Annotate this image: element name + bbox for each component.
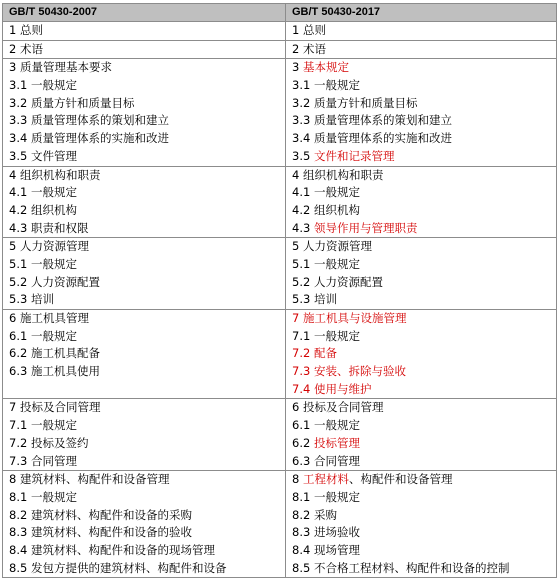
clause-text: 6 投标及合同管理 (292, 400, 384, 415)
changed-clause-text: 投标管理 (313, 435, 360, 450)
clause-text: 8 (292, 472, 303, 487)
clause-text: 8.5 不合格工程材料、构配件和设备的控制 (292, 560, 510, 575)
clause-line (292, 167, 556, 185)
clause-line (292, 22, 556, 40)
clause-text: 6.2 (292, 435, 314, 450)
clause-text: 3.3 质量管理体系的策划和建立 (9, 113, 169, 128)
clause-line (9, 328, 285, 346)
clause-line (292, 328, 556, 346)
clause-line (9, 524, 285, 542)
table-row (3, 399, 557, 471)
clause-text: 5.1 一般规定 (9, 256, 77, 271)
clause-text: 7.1 一般规定 (9, 418, 77, 433)
clause-text: 8 建筑材料、构配件和设备管理 (9, 472, 170, 487)
clause-line (9, 77, 285, 95)
clause-line (292, 202, 556, 220)
clause-line (9, 453, 285, 471)
clause-line (9, 345, 285, 363)
clause-line (9, 22, 285, 40)
cell-2007 (3, 59, 286, 166)
clause-text: 4.2 组织机构 (9, 202, 77, 217)
cell-2007 (3, 22, 286, 41)
clause-line (9, 291, 285, 309)
clause-line (292, 381, 556, 399)
clause-line (292, 112, 556, 130)
cell-2017 (286, 471, 557, 578)
clause-text: 8.1 一般规定 (9, 489, 77, 504)
clause-line (292, 399, 556, 417)
clause-line (292, 524, 556, 542)
clause-text: 5.2 人力资源配置 (9, 274, 100, 289)
table-row (3, 471, 557, 578)
clause-line (292, 95, 556, 113)
cell-2017 (286, 238, 557, 310)
cell-2007 (3, 471, 286, 578)
clause-text: 7.3 合同管理 (9, 453, 77, 468)
clause-text: 5 人力资源管理 (292, 239, 372, 254)
cell-2007 (3, 40, 286, 59)
table-row (3, 238, 557, 310)
changed-clause-text: 领导作用与管理职责 (313, 220, 418, 235)
cell-2017 (286, 399, 557, 471)
clause-line (9, 310, 285, 328)
cell-2007 (3, 238, 286, 310)
clause-line (9, 184, 285, 202)
clause-line (9, 363, 285, 381)
clause-text: 4.2 组织机构 (292, 202, 360, 217)
clause-line (292, 148, 556, 166)
clause-text: 4.3 职责和权限 (9, 220, 89, 235)
header-gbt-2017: GB/T 50430-2017 (286, 4, 557, 22)
clause-line (292, 256, 556, 274)
clause-text: 7.2 投标及签约 (9, 435, 89, 450)
clause-line (9, 167, 285, 185)
clause-line (9, 507, 285, 525)
clause-line (292, 363, 556, 381)
table-body (3, 22, 557, 578)
clause-line (9, 148, 285, 166)
clause-line (9, 399, 285, 417)
cell-2007 (3, 166, 286, 238)
clause-text: 8.4 现场管理 (292, 542, 360, 557)
clause-text: 8.3 建筑材料、构配件和设备的验收 (9, 525, 192, 540)
clause-line (9, 560, 285, 578)
clause-line (9, 417, 285, 435)
changed-clause-text: 文件和记录管理 (313, 148, 395, 163)
clause-line (292, 220, 556, 238)
clause-line (292, 184, 556, 202)
clause-text: 7.1 一般规定 (292, 328, 360, 343)
table-header-row (3, 4, 557, 22)
clause-text: 6.3 合同管理 (292, 453, 360, 468)
clause-text: 6 施工机具管理 (9, 311, 89, 325)
clause-text: 8.4 建筑材料、构配件和设备的现场管理 (9, 542, 215, 557)
table-row (3, 166, 557, 238)
changed-clause-text: 7.4 使用与维护 (292, 381, 372, 396)
clause-line (292, 77, 556, 95)
clause-text: 7 投标及合同管理 (9, 400, 101, 415)
clause-line (9, 130, 285, 148)
clause-line (9, 220, 285, 238)
clause-line (292, 59, 556, 77)
cell-2007 (3, 399, 286, 471)
clause-line (292, 453, 556, 471)
clause-line (9, 238, 285, 256)
clause-text: 6.3 施工机具使用 (9, 364, 100, 379)
clause-line (292, 489, 556, 507)
clause-text: 、构配件和设备管理 (348, 472, 453, 487)
clause-text: 4 组织机构和职责 (292, 167, 384, 182)
clause-text: 5.3 培训 (9, 292, 54, 307)
clause-line (292, 274, 556, 292)
clause-text: 3.1 一般规定 (292, 78, 360, 93)
clause-line (292, 345, 556, 363)
clause-line (292, 310, 556, 328)
clause-line (292, 41, 556, 59)
clause-line (292, 471, 556, 489)
clause-text: 3.4 质量管理体系的实施和改进 (9, 131, 169, 146)
clause-text: 3 质量管理基本要求 (9, 60, 112, 75)
clause-text: 5.2 人力资源配置 (292, 274, 383, 289)
clause-text: 1 总则 (292, 23, 326, 37)
clause-text: 5.3 培训 (292, 292, 337, 307)
clause-text: 4 组织机构和职责 (9, 167, 101, 182)
table-row (3, 59, 557, 166)
clause-text: 1 总则 (9, 23, 43, 37)
clause-line (9, 489, 285, 507)
clause-text: 3.2 质量方针和质量目标 (9, 95, 135, 110)
clause-line (292, 130, 556, 148)
clause-line (292, 238, 556, 256)
clause-line (9, 435, 285, 453)
clause-text: 3.3 质量管理体系的策划和建立 (292, 113, 452, 128)
clause-text: 8.1 一般规定 (292, 489, 360, 504)
clause-text: 2 术语 (9, 41, 43, 56)
clause-text: 8.2 采购 (292, 507, 337, 522)
standards-comparison-table (2, 3, 557, 578)
clause-text: 3 (292, 60, 303, 75)
clause-text: 4.1 一般规定 (292, 185, 360, 200)
cell-2007 (3, 310, 286, 399)
changed-clause-text: 7.3 安装、拆除与验收 (292, 364, 406, 379)
changed-clause-text: 工程材料 (302, 472, 349, 487)
clause-text: 6.1 一般规定 (292, 418, 360, 433)
header-gbt-2007: GB/T 50430-2007 (3, 4, 286, 22)
clause-text: 4.1 一般规定 (9, 185, 77, 200)
changed-clause-text: 7 施工机具与设施管理 (292, 311, 407, 325)
clause-line (9, 274, 285, 292)
clause-line (9, 95, 285, 113)
cell-2017 (286, 166, 557, 238)
clause-line (9, 471, 285, 489)
clause-text: 5 人力资源管理 (9, 239, 89, 254)
cell-2017 (286, 59, 557, 166)
table-row (3, 22, 557, 41)
clause-text: 8.5 发包方提供的建筑材料、构配件和设备 (9, 560, 227, 575)
clause-text: 2 术语 (292, 41, 326, 56)
clause-text: 6.1 一般规定 (9, 328, 77, 343)
clause-line (292, 291, 556, 309)
clause-text: 3.2 质量方针和质量目标 (292, 95, 418, 110)
clause-line (292, 417, 556, 435)
clause-line (292, 507, 556, 525)
clause-text: 8.2 建筑材料、构配件和设备的采购 (9, 507, 192, 522)
table-row (3, 40, 557, 59)
clause-text: 3.4 质量管理体系的实施和改进 (292, 131, 452, 146)
clause-line (292, 560, 556, 578)
clause-text: 3.5 (292, 148, 314, 163)
changed-clause-text: 7.2 配备 (292, 346, 337, 361)
clause-text: 5.1 一般规定 (292, 256, 360, 271)
clause-line (9, 112, 285, 130)
clause-text: 3.1 一般规定 (9, 78, 77, 93)
clause-line (9, 59, 285, 77)
clause-text: 4.3 (292, 220, 314, 235)
clause-line (9, 256, 285, 274)
clause-line (9, 41, 285, 59)
clause-text: 8.3 进场验收 (292, 525, 360, 540)
clause-text: 3.5 文件管理 (9, 148, 77, 163)
clause-line (292, 542, 556, 560)
cell-2017 (286, 22, 557, 41)
cell-2017 (286, 310, 557, 399)
cell-2017 (286, 40, 557, 59)
clause-text: 6.2 施工机具配备 (9, 346, 100, 361)
clause-line (9, 542, 285, 560)
clause-line (9, 202, 285, 220)
table-row (3, 310, 557, 399)
changed-clause-text: 基本规定 (302, 60, 349, 75)
clause-line (292, 435, 556, 453)
